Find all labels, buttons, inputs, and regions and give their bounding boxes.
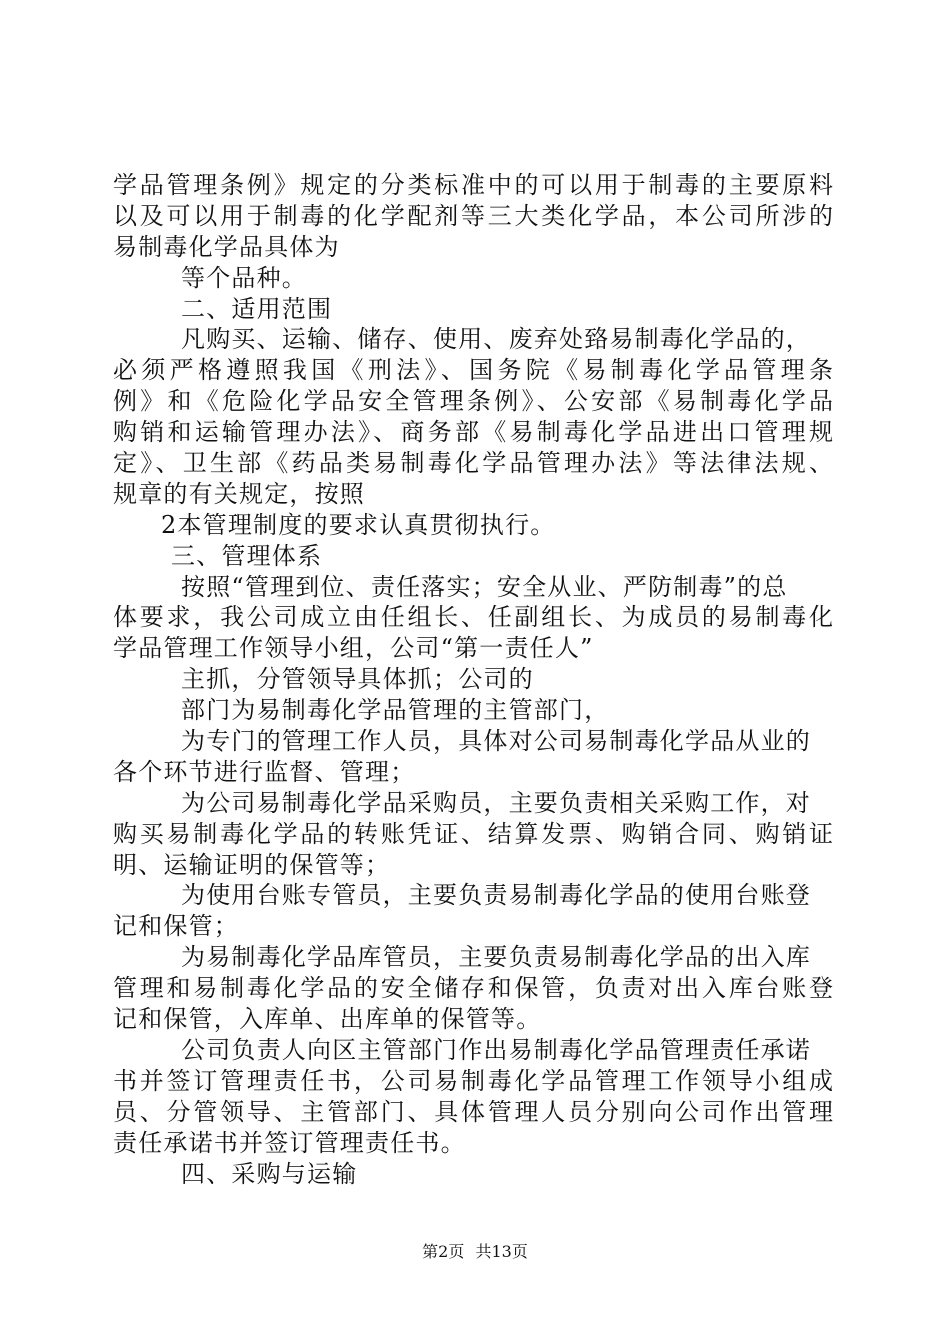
text-line: 必须严格遵照我国《刑法》、国务院《易制毒化学品管理条 bbox=[113, 356, 833, 385]
text-line: 员、分管领导、主管部门、具体管理人员分别向公司作出管理 bbox=[113, 1097, 833, 1126]
text-line: 记和保管； bbox=[113, 912, 239, 941]
text-line: 主抓，分管领导具体抓；公司的 bbox=[181, 665, 534, 694]
text-line: 为公司易制毒化学品采购员，主要负责相关采购工作，对 bbox=[181, 788, 811, 817]
page-number: 第2页 bbox=[422, 1242, 465, 1261]
text-line: 体要求，我公司成立由任组长、任副组长、为成员的易制毒化 bbox=[113, 603, 833, 632]
text-line: 2本管理制度的要求认真贯彻执行。 bbox=[161, 510, 556, 539]
text-line: 明、运输证明的保管等； bbox=[113, 850, 391, 879]
text-line: 等个品种。 bbox=[181, 263, 307, 292]
text-line: 易制毒化学品具体为 bbox=[113, 232, 340, 261]
text-line: 书并签订管理责任书，公司易制毒化学品管理工作领导小组成 bbox=[113, 1066, 833, 1095]
text-line: 学品管理条例》规定的分类标准中的可以用于制毒的主要原料 bbox=[113, 171, 833, 199]
page-total: 共13页 bbox=[475, 1242, 528, 1261]
text-line: 按照“管理到位、责任落实；安全从业、严防制毒”的总 bbox=[181, 572, 788, 601]
text-line: 定》、卫生部《药品类易制毒化学品管理办法》等法律法规、 bbox=[113, 449, 833, 478]
text-line: 购买易制毒化学品的转账凭证、结算发票、购销合同、购销证 bbox=[113, 819, 833, 848]
text-line: 购销和运输管理办法》、商务部《易制毒化学品进出口管理规 bbox=[113, 418, 833, 447]
text-line: 责任承诺书并签订管理责任书。 bbox=[113, 1128, 466, 1157]
text-line: 各个环节进行监督、管理； bbox=[113, 757, 416, 786]
section-heading: 二、适用范围 bbox=[181, 294, 333, 323]
text-line: 记和保管，入库单、出库单的保管等。 bbox=[113, 1005, 542, 1034]
text-line: 公司负责人向区主管部门作出易制毒化学品管理责任承诺 bbox=[181, 1035, 811, 1064]
text-line: 为易制毒化学品库管员，主要负责易制毒化学品的出入库 bbox=[181, 943, 811, 972]
text-line: 凡购买、运输、储存、使用、废弃处臵易制毒化学品的， bbox=[181, 325, 811, 354]
text-line: 管理和易制毒化学品的安全储存和保管，负责对出入库台账登 bbox=[113, 974, 833, 1003]
text-line: 为使用台账专管员，主要负责易制毒化学品的使用台账登 bbox=[181, 881, 811, 910]
section-heading: 四、采购与运输 bbox=[181, 1159, 358, 1188]
document-body bbox=[113, 170, 833, 1189]
text-line: 例》和《危险化学品安全管理条例》、公安部《易制毒化学品 bbox=[113, 387, 833, 416]
text-line: 以及可以用于制毒的化学配剂等三大类化学品，本公司所涉的 bbox=[113, 201, 833, 230]
text-line: 为专门的管理工作人员，具体对公司易制毒化学品从业的 bbox=[181, 727, 811, 756]
page-footer bbox=[0, 1242, 950, 1262]
text-line: 部门为易制毒化学品管理的主管部门， bbox=[181, 696, 610, 725]
section-heading: 三、管理体系 bbox=[171, 541, 323, 570]
text-line: 规章的有关规定，按照 bbox=[113, 479, 365, 508]
text-line: 学品管理工作领导小组，公司“第一责任人” bbox=[113, 634, 594, 663]
